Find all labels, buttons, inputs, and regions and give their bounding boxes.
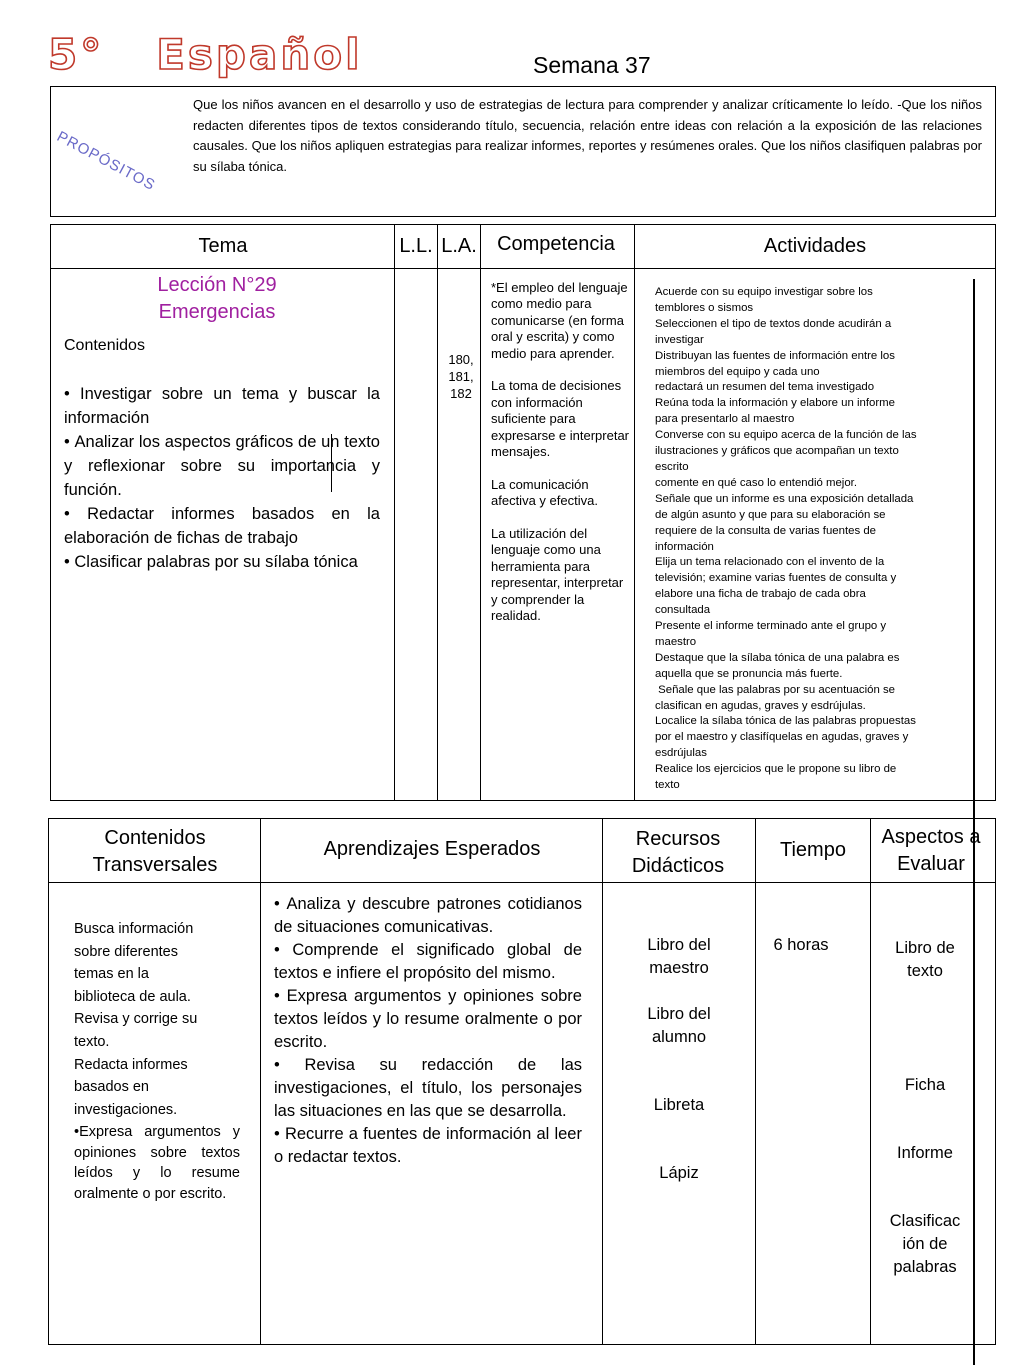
header-tiempo: Tiempo <box>780 839 846 861</box>
header-line: Didácticos <box>631 855 725 877</box>
col-divider <box>394 224 395 801</box>
actividad-line: Seleccionen el tipo de textos donde acudirán a <box>655 317 892 330</box>
aspecto-item <box>874 1142 976 1165</box>
competencia-item: La toma de decisiones con información suficiente para expresarse e interpretar mensajes. <box>491 378 630 460</box>
actividad-line: texto <box>655 779 680 792</box>
grade-label: 5° <box>48 30 105 79</box>
transversal-line: Busca información <box>74 921 194 937</box>
transversal-last: •Expresa argumentos y opiniones sobre textos leídos y lo resume oralmente o por escrito. <box>74 1124 240 1202</box>
lesson-title <box>52 272 382 326</box>
recurso-item <box>604 1003 754 1049</box>
document-title <box>48 30 362 79</box>
page-number: 180, <box>448 352 474 367</box>
planning-header-divider <box>50 268 996 269</box>
actividades-cell <box>655 285 965 794</box>
recurso-line: Libro del <box>647 1005 711 1023</box>
header-actividades: Actividades <box>763 235 867 257</box>
header-recursos <box>603 826 753 880</box>
recurso-item <box>604 934 754 980</box>
recurso-line: Libreta <box>653 1096 705 1114</box>
transversal-line: investigaciones. <box>74 1101 178 1118</box>
list-item: • Revisa su redacción de las investigaciones, el título, los personajes las situaciones en las que se desarrolla. <box>274 1054 582 1123</box>
contents-label: Contenidos <box>64 337 145 354</box>
header-la: L.A. <box>441 235 477 257</box>
actividad-line: información <box>655 540 714 553</box>
aspecto-line: ión de <box>902 1235 948 1253</box>
list-item: • Comprende el significado global de textos e infiere el propósito del mismo. <box>274 939 582 985</box>
col-divider <box>480 224 481 801</box>
recurso-item <box>604 1094 754 1117</box>
transversal-line: texto. <box>74 1033 110 1050</box>
actividad-line: Destaque que la sílaba tónica de una palabra es <box>655 651 900 664</box>
header-transversales <box>50 825 260 879</box>
actividad-line: de algún asunto y que para su elaboración se <box>655 508 886 521</box>
list-item: • Analizar los aspectos gráficos de un texto y reflexionar sobre su importancia y función. <box>64 430 380 502</box>
stray-line <box>331 434 332 492</box>
aspecto-line: texto <box>907 962 943 980</box>
aspecto-line: Libro de <box>895 939 955 957</box>
actividad-line: comente en qué caso lo entendió mejor. <box>655 476 857 489</box>
col-divider <box>870 818 871 1345</box>
actividad-line: redactará un resumen del tema investigado <box>655 381 875 394</box>
actividad-line: aquella que se pronuncia más fuerte. <box>655 667 843 680</box>
aspecto-item <box>874 1074 976 1097</box>
recurso-item <box>604 1162 754 1185</box>
competencia-item: La utilización del lenguaje como una herramienta para representar, interpretar y comprender la realidad. <box>491 526 624 624</box>
recurso-line: maestro <box>649 959 709 977</box>
actividad-line: Acuerde con su equipo investigar sobre los <box>655 286 873 298</box>
aspecto-line: Informe <box>897 1144 953 1162</box>
recurso-line: Libro del <box>647 936 711 954</box>
lesson-number: Lección N°29 <box>157 274 277 296</box>
competencia-item: *El empleo del lenguaje como medio para comunicarse (en forma oral y escrita) y como medio para aprender. <box>491 280 628 361</box>
lesson-name: Emergencias <box>158 301 276 323</box>
header-aspectos <box>872 824 990 878</box>
actividad-line: Señale que las palabras por su acentuación se <box>655 683 895 696</box>
transversales-cell <box>74 918 240 1121</box>
list-item: • Investigar sobre un tema y buscar la información <box>64 382 380 430</box>
transversal-line: basados en <box>74 1079 149 1096</box>
col-divider <box>634 224 635 801</box>
transversal-line: biblioteca de aula. <box>74 988 191 1005</box>
aspecto-item <box>874 1210 976 1279</box>
col-divider <box>755 818 756 1345</box>
week-label: Semana 37 <box>533 52 651 78</box>
aprendizajes-list <box>274 893 582 1169</box>
transversal-line: Redacta informes <box>74 1056 188 1073</box>
list-item: • Redactar informes basados en la elaboración de fichas de trabajo <box>64 502 380 550</box>
actividad-line: investigar <box>655 333 704 346</box>
actividad-line: televisión; examine varias fuentes de consulta y <box>655 572 897 585</box>
col-divider <box>437 224 438 801</box>
list-item: • Recurre a fuentes de información al leer o redactar textos. <box>274 1123 582 1169</box>
page-number: 181, <box>448 369 474 384</box>
actividad-line: miembros del equipo y cada uno <box>655 365 820 378</box>
actividad-line: para presentarlo al maestro <box>655 413 795 426</box>
actividad-line: Elija un tema relacionado con el invento de la <box>655 556 885 569</box>
actividad-line: escrito <box>655 460 689 473</box>
transversal-line: sobre diferentes <box>74 943 178 960</box>
actividad-line: Realice los ejercicios que le propone su libro de <box>655 763 897 776</box>
header-line: Evaluar <box>897 853 965 875</box>
actividad-line: maestro <box>655 635 697 648</box>
recurso-line: Lápiz <box>659 1164 699 1182</box>
actividad-line: Localice la sílaba tónica de las palabras propuestas <box>655 715 916 728</box>
actividad-line: Reúna toda la información y elabore un informe <box>655 397 895 410</box>
header-tema: Tema <box>198 235 248 257</box>
actividad-line: Presente el informe terminado ante el grupo y <box>655 620 887 633</box>
purposes-label: PROPÓSITOS <box>54 128 159 195</box>
actividad-line: Converse con su equipo acerca de la función de las <box>655 429 917 442</box>
actividad-line: consultada <box>655 604 711 617</box>
contents-list <box>64 382 380 574</box>
list-item: • Expresa argumentos y opiniones sobre textos leídos y lo resume oralmente o por escrito. <box>274 985 582 1054</box>
page-number: 182 <box>450 386 472 401</box>
aspecto-line: palabras <box>893 1258 957 1276</box>
actividad-line: elabore una ficha de trabajo de cada obra <box>655 588 866 601</box>
col-divider <box>260 818 261 1345</box>
transversal-line: temas en la <box>74 966 149 983</box>
actividad-line: esdrújulas <box>655 747 707 760</box>
header-aprendizajes: Aprendizajes Esperados <box>323 838 541 860</box>
transversal-line: Revisa y corrige su <box>74 1011 198 1028</box>
actividad-line: Señale que un informe es una exposición detallada <box>655 492 914 505</box>
header-competencia: Competencia <box>497 233 615 255</box>
tiempo-value: 6 horas <box>773 936 829 954</box>
actividad-line: Distribuyan las fuentes de información entre los <box>655 349 895 362</box>
actividad-line: requiere de la consulta de varias fuentes de <box>655 524 876 537</box>
aspecto-item <box>874 937 976 983</box>
header-line: Aspectos a <box>881 826 981 848</box>
header-ll: L.L. <box>399 235 433 257</box>
actividad-line: ilustraciones y gráficos que acompañan un texto <box>655 445 899 458</box>
recurso-line: alumno <box>651 1028 707 1046</box>
actividad-line: clasifican en agudas, graves y esdrújulas. <box>655 699 866 712</box>
evaluation-header-divider <box>48 882 996 883</box>
purposes-text: Que los niños avancen en el desarrollo y uso de estrategias de lectura para comprender y analizar críticamente lo leído. -Que los niños redacten diferentes tipos de textos considerando título, secuencia, relación entre ideas con relación a la exposición de las relaciones causales. Que los niños apliquen estrategias para realizar informes, reportes y resúmenes orales. Que los niños clasifiquen palabras por su sílaba tónica. <box>193 97 982 174</box>
header-line: Recursos <box>635 828 721 850</box>
competencias-cell <box>491 280 631 641</box>
col-divider <box>602 818 603 1345</box>
page-numbers <box>441 351 481 402</box>
actividad-line: temblores o sismos <box>655 301 754 314</box>
aspecto-line: Clasificac <box>889 1212 961 1230</box>
header-line: Transversales <box>92 854 218 876</box>
subject-label: Español <box>156 30 363 79</box>
list-item: • Clasificar palabras por su sílaba tónica <box>64 550 380 574</box>
list-item: • Analiza y descubre patrones cotidianos de situaciones comunicativas. <box>274 893 582 939</box>
aspecto-line: Ficha <box>904 1076 946 1094</box>
actividad-line: por el maestro y clasifíquelas en agudas, graves y <box>655 731 909 744</box>
header-line: Contenidos <box>104 827 206 849</box>
competencia-item: La comunicación afectiva y efectiva. <box>491 476 598 509</box>
